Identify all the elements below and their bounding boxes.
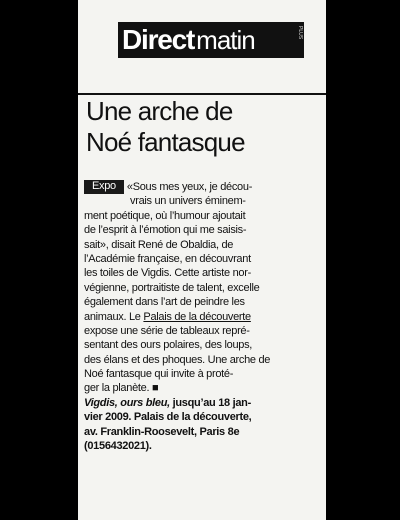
body-line: sait», disait René de Obaldia, de	[84, 238, 234, 251]
body-line: expose une série de tableaux repré-	[84, 324, 250, 337]
body-line: végienne, portraitiste de talent, excelle	[84, 281, 260, 294]
practical-info-line: vier 2009. Palais de la découverte,	[84, 411, 252, 424]
body-line: ment poétique, où l’humour ajoutait	[84, 209, 246, 222]
masthead-direct: Direct	[122, 24, 195, 55]
info-text: jusqu’au 18 jan-	[169, 396, 251, 409]
practical-info-line: (0156432021).	[84, 440, 152, 453]
body-line	[84, 310, 278, 324]
body-line: sentant des ours polaires, des loups,	[84, 339, 253, 352]
masthead-matin: matin	[196, 25, 255, 55]
body-line: de l’esprit à l’émotion qui me saisis-	[84, 224, 247, 237]
headline-line-1: Une arche de	[86, 96, 233, 126]
newspaper-clipping	[78, 0, 326, 520]
masthead-logo	[118, 22, 304, 58]
practical-info-line: av. Franklin-Roosevelt, Paris 8e	[84, 425, 240, 438]
headline-line-2: Noé fantasque	[86, 127, 245, 157]
body-line	[84, 194, 278, 208]
body-line: les toiles de Vigdis. Cette artiste nor-	[84, 267, 251, 280]
body-line: l’Académie française, en découvrant	[84, 252, 251, 265]
practical-info-line	[84, 396, 278, 410]
body-text: «Sous mes yeux, je décou-	[126, 181, 253, 193]
article-body	[84, 180, 278, 453]
body-line: ger la planète. ■	[84, 382, 159, 395]
body-line: également dans l’art de peindre les	[84, 296, 245, 309]
body-text: animaux. Le	[84, 310, 141, 323]
article-headline	[86, 96, 322, 158]
body-line	[84, 180, 278, 194]
section-kicker: Expo	[84, 180, 124, 194]
masthead-edition-label: PLUS	[297, 26, 303, 40]
venue-link-text: Palais de la découverte	[143, 310, 251, 323]
body-line: des élans et des phoques. Une arche de	[84, 353, 271, 366]
body-line: Noé fantasque qui invite à proté-	[84, 368, 234, 381]
body-text: vrais un univers éminem-	[130, 195, 246, 208]
exhibition-title: Vigdis, ours bleu,	[84, 396, 170, 409]
headline-rule	[78, 93, 326, 95]
